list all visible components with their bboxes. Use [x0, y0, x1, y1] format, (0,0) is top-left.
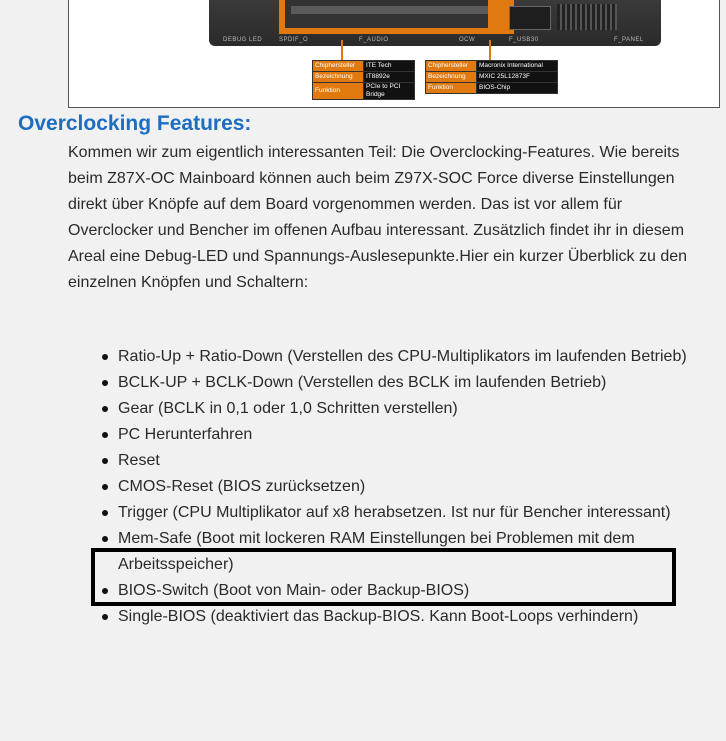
intro-paragraph: Kommen wir zum eigentlich interessanten Teil: Die Overclocking-Features. Wie bereits beim Z87X-OC Mainboard können auch beim Z97X-SOC Force diverse Einstellungen direkt über Knöpfe auf dem Board vorgenommen werden. Das ist vor allem für Overclocker und Bencher im offenen Aufbau interessant. Zusätzlich findet ihr in diesem Areal eine Debug-LED und Spannungs-Auslesepunkte.Hier ein kurzer Überblick zu den einzelnen Knöpfen und Schaltern:	[68, 144, 688, 291]
table-value: PCIe to PCI Bridge	[364, 83, 415, 100]
table-key: Bezeichnung	[313, 72, 364, 83]
table-value: IT8892e	[364, 72, 415, 83]
table-value: BIOS-Chip	[477, 83, 558, 94]
header-pins	[557, 4, 617, 30]
chip-info-table-right	[425, 60, 558, 94]
table-key: Funktion	[313, 83, 364, 100]
list-item: CMOS-Reset (BIOS zurücksetzen)	[100, 474, 700, 500]
list-item: Trigger (CPU Multiplikator auf x8 herabsetzen. Ist nur für Bencher interessant)	[100, 500, 700, 526]
table-key: Bezeichnung	[426, 72, 477, 83]
table-value: Macronix International	[477, 61, 558, 72]
list-item: Reset	[100, 448, 700, 474]
list-item: Mem-Safe (Boot mit lockeren RAM Einstellungen bei Problemen mit dem Arbeitsspeicher)	[100, 526, 700, 578]
table-key: Chiphersteller	[426, 61, 477, 72]
bridge-chip	[509, 6, 551, 30]
board-label: OCW	[459, 37, 476, 43]
trigger-highlight-box	[91, 548, 676, 606]
callout-line-left	[341, 40, 343, 60]
list-item: Gear (BCLK in 0,1 oder 1,0 Schritten verstellen)	[100, 396, 700, 422]
mainboard-figure	[68, 0, 720, 108]
pcie-slot-highlight	[279, 0, 514, 34]
table-key: Chiphersteller	[313, 61, 364, 72]
pcie-slot-contacts	[291, 6, 502, 14]
board-label: F_USB30	[509, 37, 539, 43]
table-value: MXIC 25L12873F	[477, 72, 558, 83]
board-label: F_PANEL	[614, 37, 644, 43]
section-heading: Overclocking Features:	[18, 112, 252, 135]
chip-info-table-left	[312, 60, 415, 100]
list-item: Single-BIOS (deaktiviert das Backup-BIOS. Kann Boot-Loops verhindern)	[100, 604, 700, 630]
mainboard-image	[209, 0, 661, 46]
callout-line-right	[489, 40, 491, 60]
board-label: SPDIF_O	[279, 37, 309, 43]
table-key: Funktion	[426, 83, 477, 94]
list-item: PC Herunterfahren	[100, 422, 700, 448]
board-label: DEBUG LED	[223, 37, 263, 43]
board-label: F_AUDIO	[359, 37, 389, 43]
list-item: BIOS-Switch (Boot von Main- oder Backup-BIOS)	[100, 578, 700, 604]
list-item: Ratio-Up + Ratio-Down (Verstellen des CPU-Multiplikators im laufenden Betrieb)	[100, 344, 700, 370]
table-value: ITE Tech	[364, 61, 415, 72]
list-item: BCLK-UP + BCLK-Down (Verstellen des BCLK im laufenden Betrieb)	[100, 370, 700, 396]
